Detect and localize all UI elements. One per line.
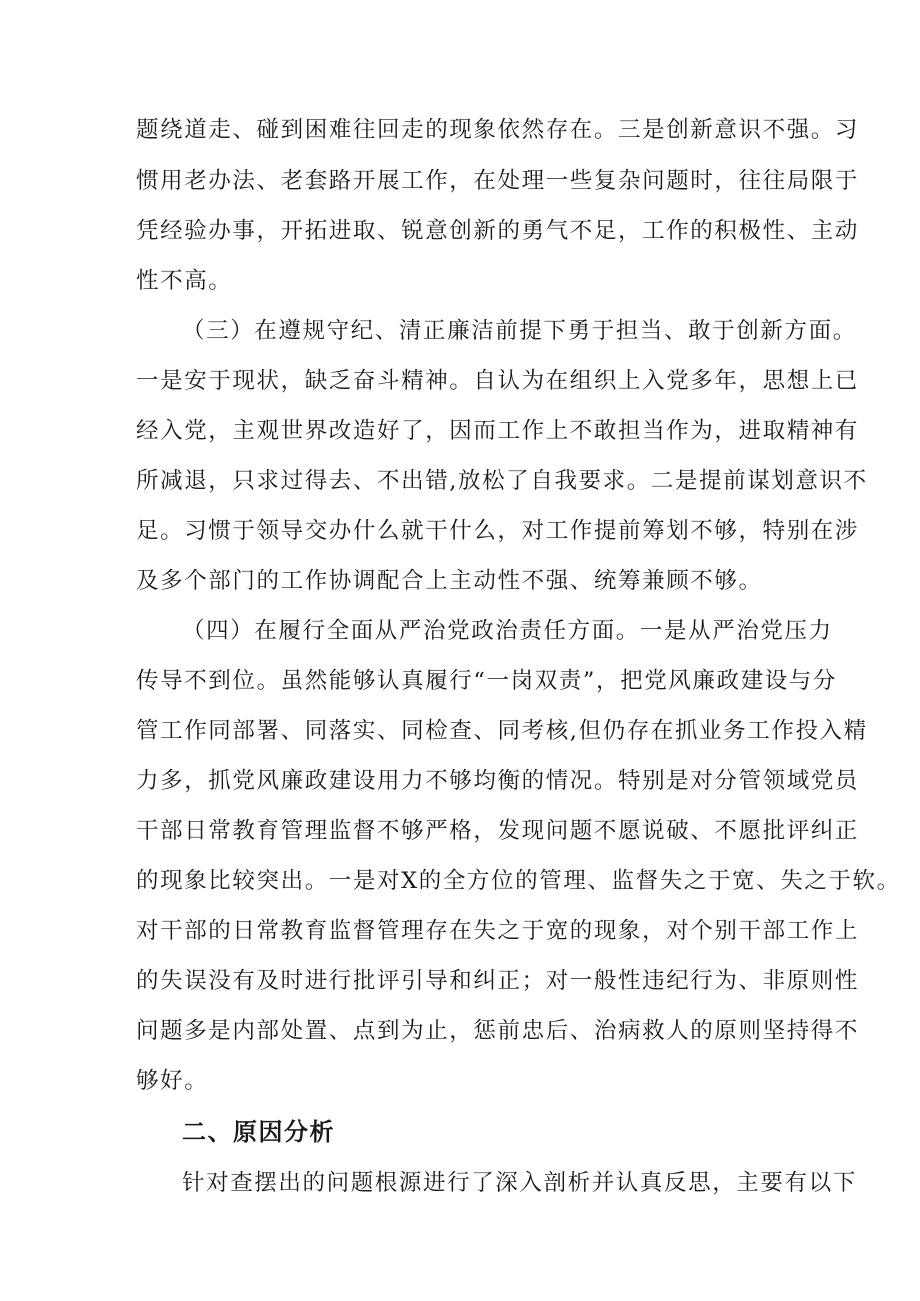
section-three-title-line: （三）在遵规守纪、清正廉洁前提下勇于担当、敢于创新方面。 (182, 318, 857, 344)
text-line: 一是安于现状，缺乏奋斗精神。自认为在组织上入党多年，思想上已 (136, 368, 860, 394)
text-line: 所减退，只求过得去、不出错,放松了自我要求。二是提前谋划意识不 (136, 468, 868, 494)
text-line: 对干部的日常教育监督管理存在失之于宽的现象，对个别干部工作上 (136, 918, 860, 944)
section-heading: 二、原因分析 (182, 1118, 335, 1146)
text-line: 惯用老办法、老套路开展工作，在处理一些复杂问题时，往往局限于 (136, 168, 860, 194)
text-line: 够好。 (136, 1068, 209, 1094)
text-line: 题绕道走、碰到困难往回走的现象依然存在。三是创新意识不强。习 (136, 117, 860, 143)
text-line: 性不高。 (136, 268, 233, 294)
section-four-title-line: （四）在履行全面从严治党政治责任方面。一是从严治党压力 (182, 618, 833, 644)
text-line: 经入党，主观世界改造好了，因而工作上不敢担当作为，进取精神有 (136, 418, 860, 444)
text-line: 力多，抓党风廉政建设用力不够均衡的情况。特别是对分管领域党员 (136, 768, 860, 794)
text-line: 干部日常教育管理监督不够严格，发现问题不愿说破、不愿批评纠正 (136, 818, 860, 844)
text-line: 管工作同部署、同落实、同检查、同考核,但仍存在抓业务工作投入精 (136, 718, 868, 744)
text-line: 问题多是内部处置、点到为止，惩前忠后、治病救人的原则坚持得不 (136, 1018, 860, 1044)
text-line: 足。习惯于领导交办什么就干什么，对工作提前筹划不够，特别在涉 (136, 518, 860, 544)
text-line: 的失误没有及时进行批评引导和纠正；对一般性违纪行为、非原则性 (136, 968, 860, 994)
text-line: 的现象比较突出。一是对X的全方位的管理、监督失之于宽、失之于软。 (136, 868, 901, 894)
text-line: 针对查摆出的问题根源进行了深入剖析并认真反思，主要有以下 (182, 1170, 857, 1196)
text-line: 凭经验办事，开拓进取、锐意创新的勇气不足，工作的积极性、主动 (136, 218, 860, 244)
text-line: 传导不到位。虽然能够认真履行“一岗双责”，把党风廉政建设与分 (136, 668, 838, 694)
text-line: 及多个部门的工作协调配合上主动性不强、统筹兼顾不够。 (136, 568, 763, 594)
